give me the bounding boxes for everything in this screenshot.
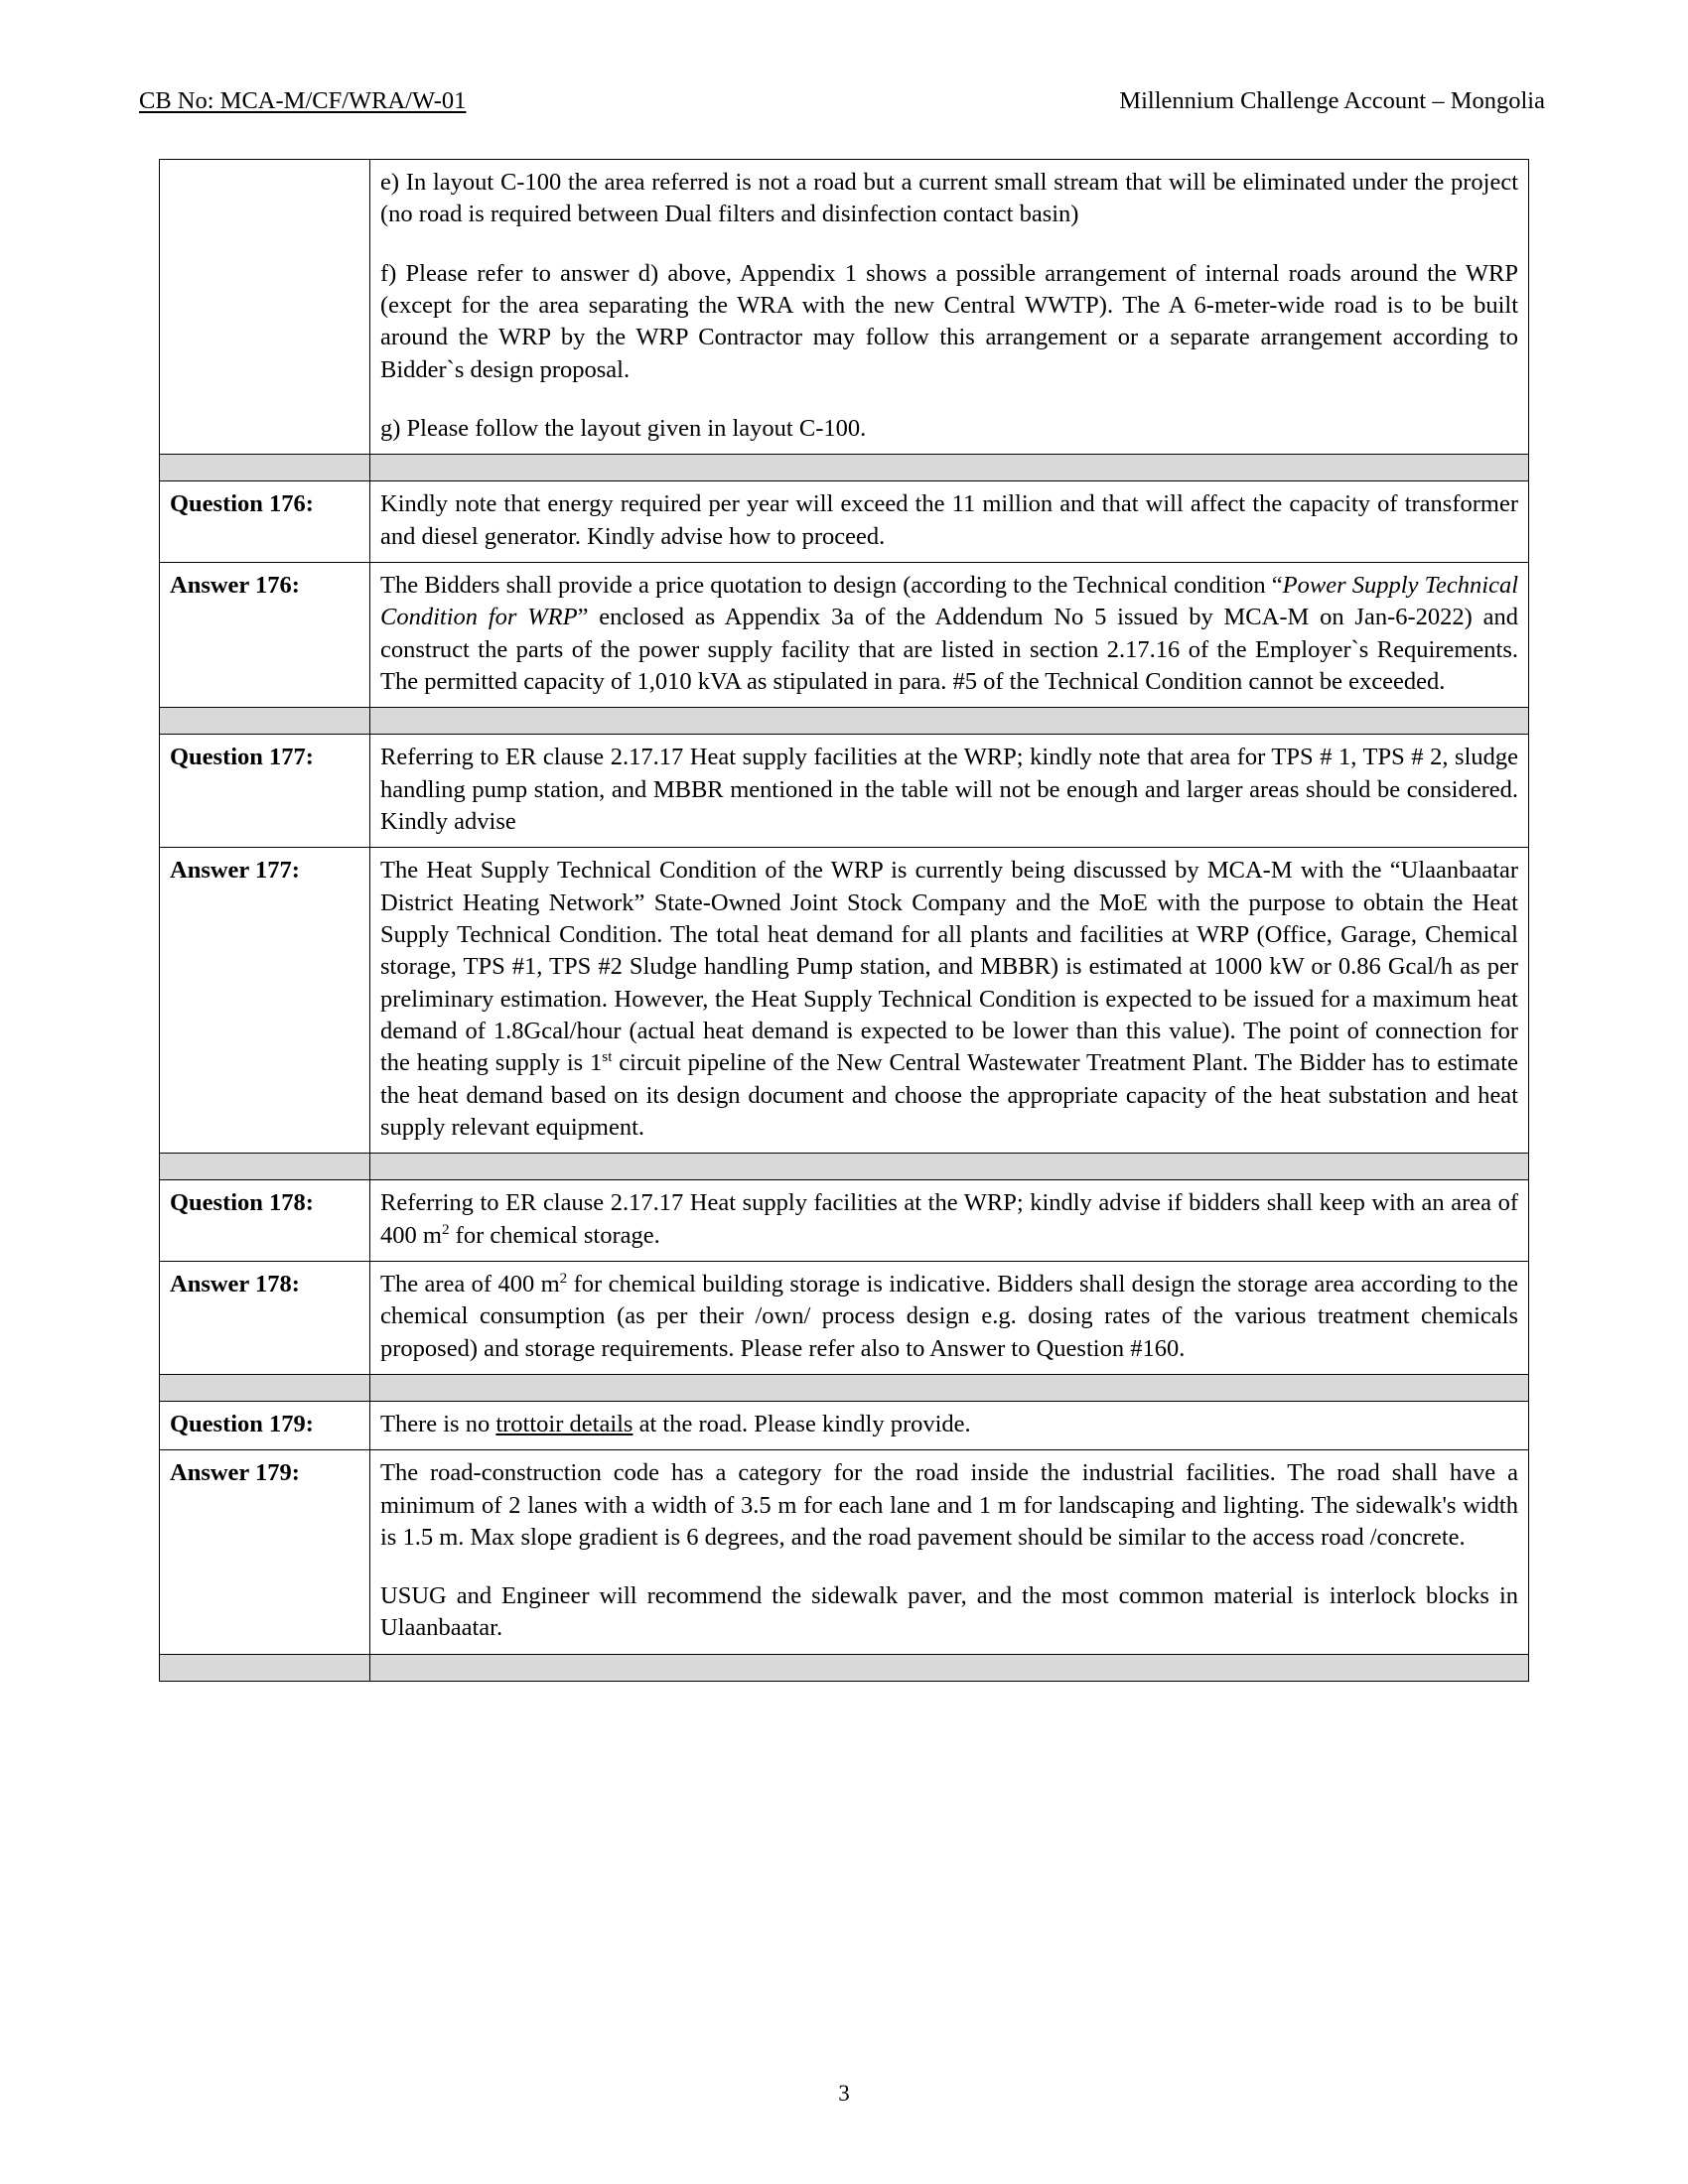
spacer-cell-right: [370, 708, 1529, 735]
row-label-answer-177: Answer 177:: [160, 848, 370, 1154]
row-label-question-178: Question 178:: [160, 1180, 370, 1262]
row-label-question-179: Question 179:: [160, 1401, 370, 1449]
answer-176-part1: The Bidders shall provide a price quotation to design (according to the Technical condition “: [380, 571, 1283, 599]
page-footer: [0, 2081, 1688, 2107]
paragraph-g: g) Please follow the layout given in layout C-100.: [380, 414, 867, 442]
answer-176-title: Power Supply Technical Condition for WRP: [380, 571, 1519, 631]
header-organization: Millennium Challenge Account – Mongolia: [1119, 87, 1545, 114]
row-body: [370, 160, 1529, 455]
row-body-answer-177: The Heat Supply Technical Condition of the WRP is currently being discussed by MCA-M with the “Ulaanbaatar District Heating Network” State-Owned Joint Stock Company and the MoE with the purpose to obtain the Heat Supply Technical Condition. The total heat demand for all plants and facilities at WRP (Office, Garage, Chemical storage, TPS #1, TPS #2 Sludge handling Pump station, and MBBR) is estimated at 1000 kW or 0.86 Gcal/h as per preliminary estimation. However, the Heat Supply Technical Condition is expected to be issued for a maximum heat demand of 1.8Gcal/hour (actual heat demand is expected to be lower than this value). The point of connection for the heating supply is 1st circuit pipeline of the New Central Wastewater Treatment Plant. The Bidder has to estimate the heat demand based on its design document and choose the appropriate capacity of the heat substation and heat supply relevant equipment.: [370, 848, 1529, 1154]
row-label-answer-179: Answer 179:: [160, 1450, 370, 1655]
trottoir-details-link: trottoir details: [495, 1410, 633, 1437]
qa-table: [159, 159, 1529, 1682]
row-label-question-177: Question 177:: [160, 735, 370, 848]
spacer-cell-left: [160, 1654, 370, 1681]
spacer-row: [160, 455, 1529, 481]
row-label: [160, 160, 370, 455]
paragraph-e: e) In layout C-100 the area referred is not a road but a current small stream that will be eliminated under the project (no road is required between Dual filters and disinfection contact basin): [380, 169, 1518, 228]
answer-179-paragraph-1: The road-construction code has a category for the road inside the industrial facilities. The road shall have a minimum of 2 lanes with a width of 3.5 m for each lane and 1 m for landscaping and lighting. The sidewalk's width is 1.5 m. Max slope gradient is 6 degrees, and the road pavement should be similar to the access road /concrete.: [380, 1459, 1518, 1551]
row-body-question-176: Kindly note that energy required per year will exceed the 11 million and that will affect the capacity of transformer and diesel generator. Kindly advise how to proceed.: [370, 481, 1529, 563]
spacer-row: [160, 1154, 1529, 1180]
table-row: [160, 1180, 1529, 1262]
spacer-cell-left: [160, 1154, 370, 1180]
spacer-cell-right: [370, 1154, 1529, 1180]
table-row: [160, 562, 1529, 707]
table-row: [160, 1401, 1529, 1449]
row-body-answer-176: [370, 562, 1529, 707]
table-row: [160, 1261, 1529, 1374]
answer-179-paragraph-2: USUG and Engineer will recommend the sidewalk paver, and the most common material is interlock blocks in Ulaanbaatar.: [380, 1582, 1518, 1642]
spacer-row: [160, 1654, 1529, 1681]
table-row: [160, 160, 1529, 455]
table-row: [160, 735, 1529, 848]
row-body-question-177: Referring to ER clause 2.17.17 Heat supply facilities at the WRP; kindly note that area for TPS # 1, TPS # 2, sludge handling pump station, and MBBR mentioned in the table will not be enough and larger areas should be considered. Kindly advise: [370, 735, 1529, 848]
row-body-question-178: Referring to ER clause 2.17.17 Heat supply facilities at the WRP; kindly advise if bidders shall keep with an area of 400 $m^2$ for chemical storage.: [370, 1180, 1529, 1262]
row-label-answer-176: Answer 176:: [160, 562, 370, 707]
page-number: 3: [838, 2081, 850, 2106]
spacer-cell-right: [370, 455, 1529, 481]
table-row: [160, 1450, 1529, 1655]
spacer-cell-left: [160, 455, 370, 481]
spacer-cell-right: [370, 1374, 1529, 1401]
answer-176-part2: ” enclosed as Appendix 3a of the Addendum No 5 issued by MCA-M on Jan-6-2022) and construct the parts of the power supply facility that are listed in section 2.17.16 of the Employer`s Requirements. The permitted capacity of 1,010 kVA as stipulated in para. #5 of the Technical Condition cannot be exceeded.: [380, 604, 1518, 695]
spacer-row: [160, 708, 1529, 735]
header-contract-number: CB No: MCA-M/CF/WRA/W-01: [139, 87, 467, 114]
row-body-question-179: There is no trottoir details at the road. Please kindly provide.: [370, 1401, 1529, 1449]
row-body-answer-178: The area of 400 $m^2$ for chemical building storage is indicative. Bidders shall design the storage area according to the chemical consumption (as per their /own/ process design e.g. dosing rates of the various treatment chemicals proposed) and storage requirements. Please refer also to Answer to Question #160.: [370, 1261, 1529, 1374]
paragraph-f: f) Please refer to answer d) above, Appendix 1 shows a possible arrangement of internal roads around the WRP (except for the area separating the WRA with the new Central WWTP). The A 6-meter-wide road is to be built around the WRP by the WRP Contractor may follow this arrangement or a separate arrangement according to Bidder`s design proposal.: [380, 259, 1518, 383]
spacer-cell-left: [160, 708, 370, 735]
table-row: [160, 481, 1529, 563]
spacer-cell-right: [370, 1654, 1529, 1681]
row-label-question-176: Question 176:: [160, 481, 370, 563]
page-header: [131, 87, 1557, 115]
table-row: [160, 848, 1529, 1154]
row-body-answer-179: [370, 1450, 1529, 1655]
spacer-cell-left: [160, 1374, 370, 1401]
spacer-row: [160, 1374, 1529, 1401]
row-label-answer-178: Answer 178:: [160, 1261, 370, 1374]
